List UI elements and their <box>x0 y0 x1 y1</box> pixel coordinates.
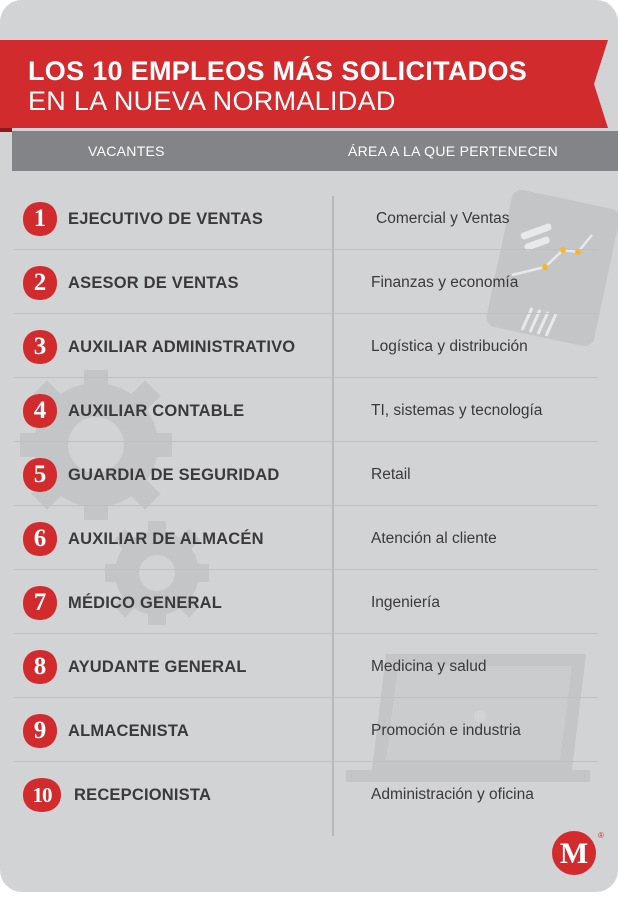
number-label: 1 <box>33 205 47 232</box>
row-separator <box>14 697 598 698</box>
row-separator <box>14 633 598 634</box>
column-header-area: ÁREA A LA QUE PERTENECEN <box>348 143 559 159</box>
job-title: AUXILIAR CONTABLE <box>68 402 245 420</box>
number-label: 10 <box>32 783 52 807</box>
job-area: Administración y oficina <box>371 786 534 803</box>
job-title: MÉDICO GENERAL <box>68 594 223 612</box>
job-area: Ingeniería <box>371 594 440 611</box>
row-separator <box>14 761 598 762</box>
number-badge <box>22 201 58 237</box>
job-area: Retail <box>371 466 411 483</box>
number-badge <box>22 713 58 749</box>
number-badge <box>22 457 58 493</box>
list-item <box>0 525 618 592</box>
number-label: 6 <box>33 525 47 552</box>
page-title <box>28 56 527 116</box>
brand-logo <box>551 830 604 876</box>
number-badge <box>22 521 58 557</box>
row-separator <box>14 313 598 314</box>
registered-mark: ® <box>598 831 604 840</box>
list-item <box>0 653 618 720</box>
column-header-bar <box>12 131 618 171</box>
row-separator <box>14 249 598 250</box>
row-separator <box>14 441 598 442</box>
number-badge <box>22 265 58 301</box>
job-title: ASESOR DE VENTAS <box>68 274 239 292</box>
number-badge <box>22 585 58 621</box>
job-title: RECEPCIONISTA <box>74 786 212 804</box>
number-badge <box>22 329 58 365</box>
number-label: 8 <box>33 653 47 680</box>
column-header-vacancies: VACANTES <box>88 143 165 159</box>
job-title: EJECUTIVO DE VENTAS <box>68 210 264 228</box>
job-area: Medicina y salud <box>371 658 487 675</box>
row-separator <box>14 377 598 378</box>
list-item <box>0 784 618 848</box>
number-label: 2 <box>33 269 47 296</box>
number-label: 7 <box>33 589 47 616</box>
list-item <box>0 269 618 336</box>
list-item <box>0 333 618 400</box>
title-line-2: EN LA NUEVA NORMALIDAD <box>28 86 396 116</box>
title-line-1: LOS 10 EMPLEOS MÁS SOLICITADOS <box>28 56 528 86</box>
job-area: Promoción e industria <box>371 722 521 739</box>
list-item <box>0 717 618 784</box>
number-badge <box>22 393 58 429</box>
row-separator <box>14 569 598 570</box>
number-label: 4 <box>33 397 47 424</box>
job-area: TI, sistemas y tecnología <box>371 402 543 419</box>
number-label: 3 <box>33 333 47 360</box>
list-item <box>0 397 618 464</box>
job-area: Logística y distribución <box>371 338 528 355</box>
number-label: 5 <box>33 461 47 488</box>
job-area: Atención al cliente <box>371 530 497 547</box>
job-title: ALMACENISTA <box>68 722 190 740</box>
job-title: GUARDIA DE SEGURIDAD <box>68 466 280 484</box>
number-badge <box>22 777 62 813</box>
job-area: Comercial y Ventas <box>376 210 510 227</box>
number-badge <box>22 649 58 685</box>
list-item <box>0 205 618 272</box>
row-separator <box>14 505 598 506</box>
number-label: 9 <box>33 717 47 744</box>
list-item <box>0 461 618 528</box>
list-item <box>0 589 618 656</box>
job-title: AUXILIAR DE ALMACÉN <box>68 530 264 548</box>
logo-letter: M <box>559 837 589 870</box>
job-title: AYUDANTE GENERAL <box>68 658 247 676</box>
job-title: AUXILIAR ADMINISTRATIVO <box>68 338 296 356</box>
job-area: Finanzas y economía <box>371 274 519 291</box>
